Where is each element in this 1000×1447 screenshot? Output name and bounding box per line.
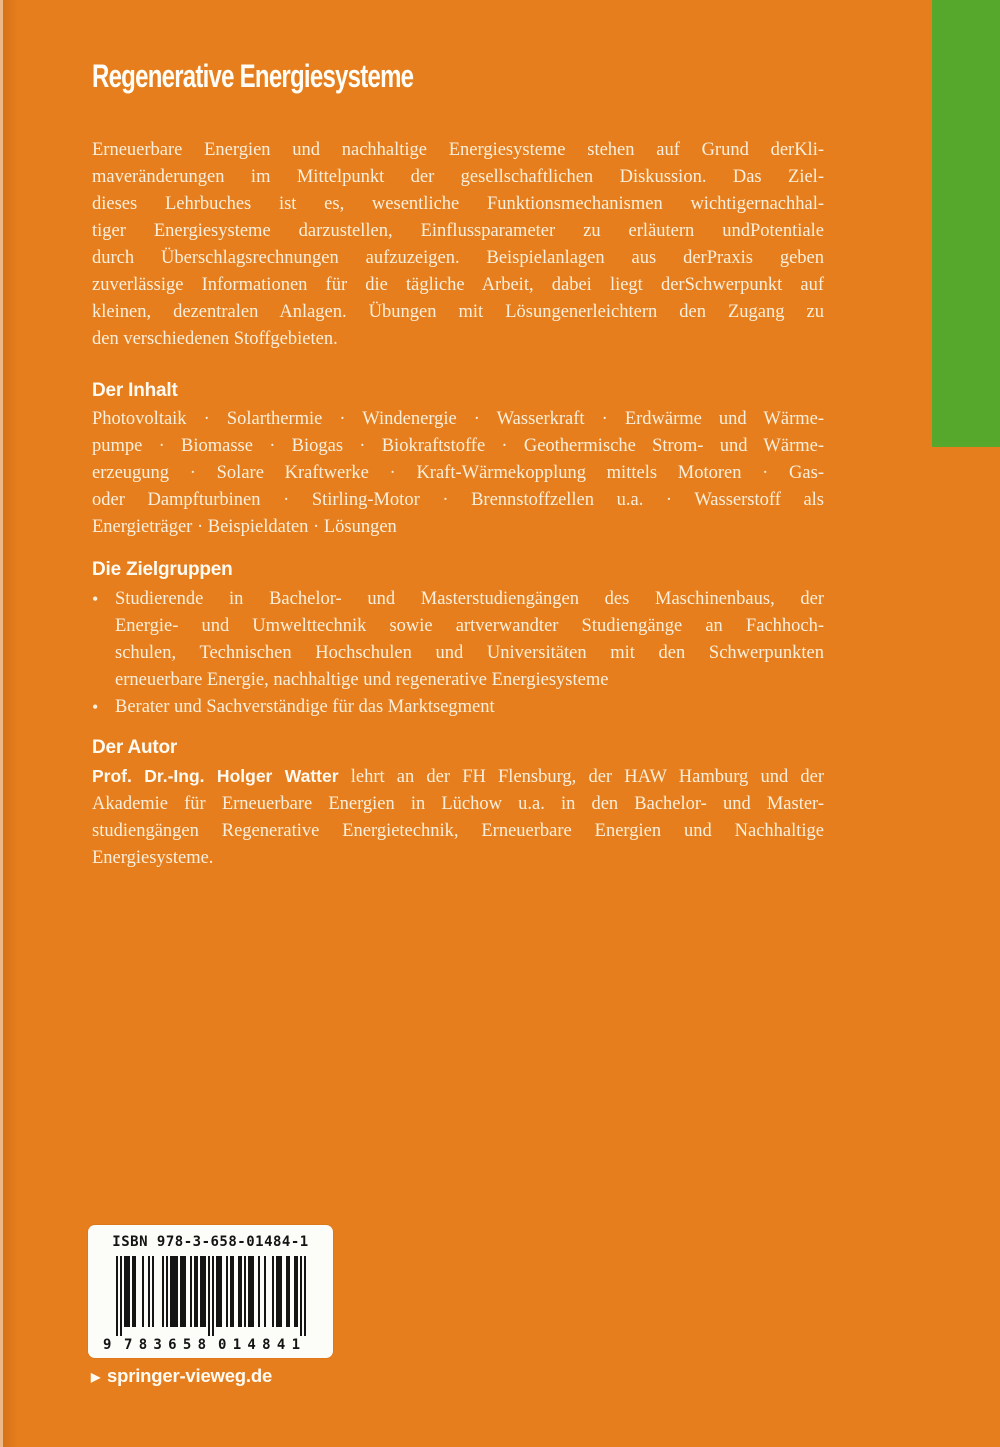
spine-shadow — [0, 0, 18, 1447]
section-heading-autor: Der Autor — [92, 737, 178, 758]
text-line: Erneuerbare Energien und nachhaltige Energiesysteme stehen auf Grund derKli- — [92, 140, 824, 160]
text-line: maveränderungen im Mittelpunkt der gesellschaftlichen Diskussion. Das Ziel- — [92, 167, 824, 187]
page-edge — [0, 0, 3, 1447]
author-more-lines — [92, 791, 824, 872]
zielgruppen-list — [92, 586, 824, 721]
target-group-text — [115, 694, 824, 721]
text-line: Energie- und Umwelttechnik sowie artverwandter Studiengänge an Fachhoch- — [115, 616, 824, 636]
text-line: den verschiedenen Stoffgebieten. — [92, 329, 338, 349]
text-line: Photovoltaik · Solarthermie · Windenergie · Wasserkraft · Erdwärme und Wärme- — [92, 409, 824, 429]
text-line: Studierende in Bachelor- und Masterstudiengängen des Maschinenbaus, der — [115, 589, 824, 609]
section-heading-inhalt: Der Inhalt — [92, 380, 178, 401]
text-line: pumpe · Biomasse · Biogas · Biokraftstoffe · Geothermische Strom- und Wärme- — [92, 436, 824, 456]
author-first-line — [92, 763, 824, 791]
section-heading-zielgruppen: Die Zielgruppen — [92, 559, 233, 580]
text-line: Akademie für Erneuerbare Energien in Lüchow u.a. in den Bachelor- und Master- — [92, 794, 824, 814]
publisher-url: springer-vieweg.de — [107, 1365, 273, 1386]
publisher-url-row — [91, 1365, 272, 1387]
text-line: zuverlässige Informationen für die tägliche Arbeit, dabei liegt derSchwerpunkt auf — [92, 275, 824, 295]
text-line: durch Überschlagsrechnungen aufzuzeigen. Beispielanlagen aus derPraxis geben — [92, 248, 824, 268]
text-line: erzeugung · Solare Kraftwerke · Kraft-Wärmekopplung mittels Motoren · Gas- — [92, 463, 824, 483]
triangle-arrow-icon: ▶ — [91, 1370, 101, 1384]
text-line: studiengängen Regenerative Energietechnik, Erneuerbare Energien und Nachhaltige — [92, 821, 824, 841]
inhalt-list — [92, 406, 824, 541]
text-line: Berater und Sachverständige für das Marktsegment — [115, 697, 495, 717]
author-name: Prof. Dr.-Ing. Holger Watter — [92, 766, 339, 786]
text-line: schulen, Technischen Hochschulen und Universitäten mit den Schwerpunkten — [115, 643, 824, 663]
bullet-icon: • — [92, 589, 99, 609]
text-line: dieses Lehrbuches ist es, wesentliche Funktionsmechanismen wichtigernachhal- — [92, 194, 824, 214]
svg-text:014841: 014841 — [218, 1337, 300, 1352]
ean-barcode — [102, 1256, 308, 1352]
target-group-item — [92, 586, 824, 694]
isbn-number: ISBN 978-3-658-01484-1 — [112, 1234, 309, 1250]
svg-text:783658: 783658 — [124, 1337, 206, 1352]
text-line: oder Dampfturbinen · Stirling-Motor · Brennstoffzellen u.a. · Wasserstoff als — [92, 490, 824, 510]
description-paragraph — [92, 137, 824, 353]
isbn-panel — [88, 1225, 333, 1358]
text-line: kleinen, dezentralen Anlagen. Übungen mit Lösungenerleichtern den Zugang zu — [92, 302, 824, 322]
text-line: Energiesysteme. — [92, 848, 214, 868]
svg-text:9: 9 — [103, 1337, 112, 1352]
green-accent-stripe — [932, 0, 1000, 447]
bullet-icon: • — [92, 697, 99, 717]
text-line: erneuerbare Energie, nachhaltige und regenerative Energiesysteme — [115, 670, 609, 690]
text-line: Energieträger · Beispieldaten · Lösungen — [92, 517, 397, 537]
target-group-text — [115, 586, 824, 694]
author-line-rest: lehrt an der FH Flensburg, der HAW Hamburg und der — [350, 767, 825, 787]
target-group-item — [92, 694, 824, 721]
text-line: tiger Energiesysteme darzustellen, Einflussparameter zu erläutern undPotentiale — [92, 221, 824, 241]
book-title: Regenerative Energiesysteme — [92, 58, 414, 94]
author-paragraph — [92, 763, 824, 872]
